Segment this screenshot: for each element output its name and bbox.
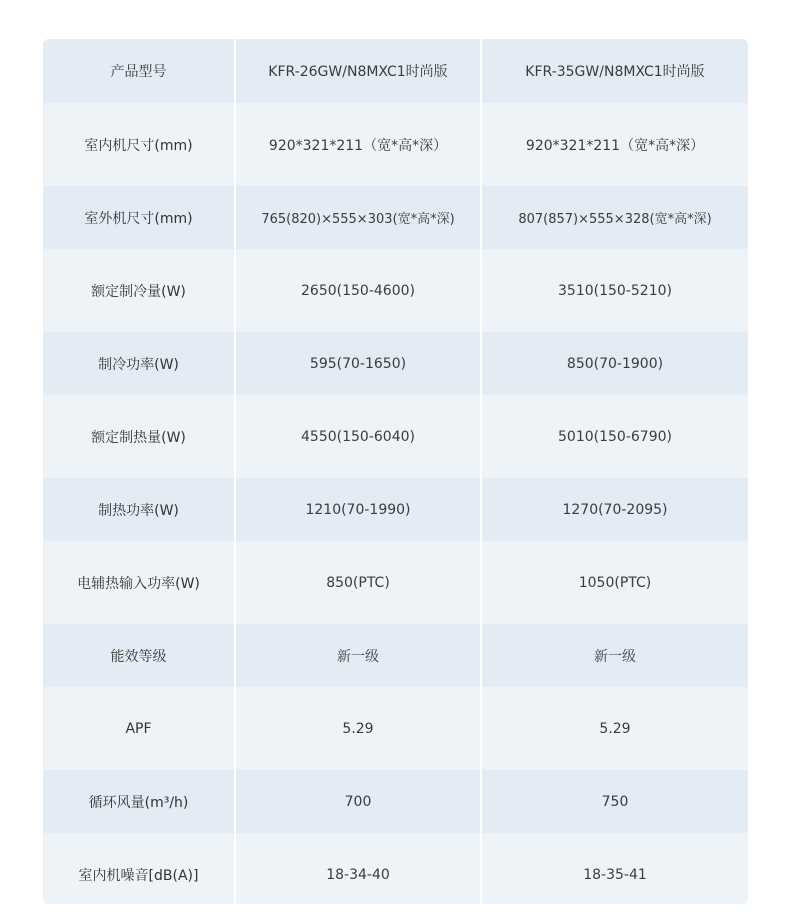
row-value-a: 595(70-1650) [236,332,482,395]
row-value-b: 807(857)×555×328(宽*高*深) [482,186,748,249]
row-label: 制热功率(W) [43,478,236,541]
row-value-a: 920*321*211（宽*高*深） [236,103,482,186]
row-value-a: 765(820)×555×303(宽*高*深) [236,186,482,249]
row-value-a: 新一级 [236,624,482,687]
row-value-a: 1210(70-1990) [236,478,482,541]
spec-grid [43,39,748,904]
row-value-b: 5.29 [482,687,748,770]
row-value-b: 750 [482,770,748,833]
row-value-a: 5.29 [236,687,482,770]
row-value-a: 2650(150-4600) [236,249,482,332]
row-value-b: 3510(150-5210) [482,249,748,332]
row-label: 额定制热量(W) [43,395,236,478]
row-label: 能效等级 [43,624,236,687]
row-value-a: 850(PTC) [236,541,482,624]
row-label: 室内机尺寸(mm) [43,103,236,186]
row-label: 室外机尺寸(mm) [43,186,236,249]
row-value-a: 4550(150-6040) [236,395,482,478]
row-value-b: 850(70-1900) [482,332,748,395]
row-value-b: 920*321*211（宽*高*深） [482,103,748,186]
header-model-b: KFR-35GW/N8MXC1时尚版 [482,39,748,103]
row-label: 室内机噪音[dB(A)] [43,833,236,904]
spec-table [43,39,748,904]
row-label: APF [43,687,236,770]
row-value-b: 5010(150-6790) [482,395,748,478]
row-value-b: 18-35-41 [482,833,748,904]
row-value-b: 1050(PTC) [482,541,748,624]
row-value-b: 新一级 [482,624,748,687]
row-label: 电辅热输入功率(W) [43,541,236,624]
row-label: 制冷功率(W) [43,332,236,395]
row-value-a: 18-34-40 [236,833,482,904]
row-label: 额定制冷量(W) [43,249,236,332]
row-label: 循环风量(m³/h) [43,770,236,833]
header-model-a: KFR-26GW/N8MXC1时尚版 [236,39,482,103]
header-label: 产品型号 [43,39,236,103]
row-value-a: 700 [236,770,482,833]
row-value-b: 1270(70-2095) [482,478,748,541]
